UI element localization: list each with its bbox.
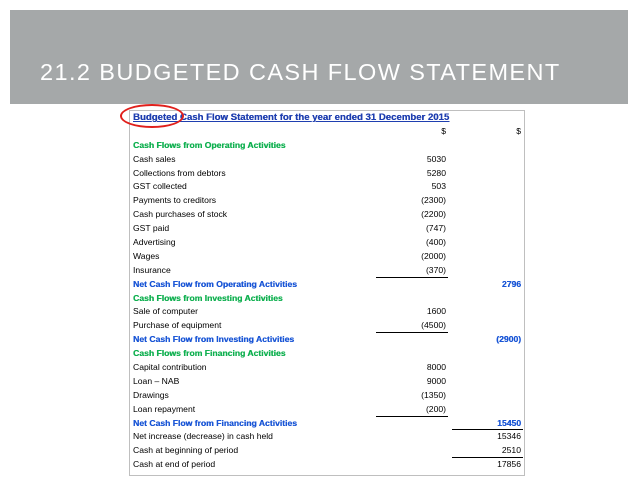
column-header-row [130,125,524,139]
subtotal-row-financing [130,417,524,431]
table-row [130,264,524,278]
row-amount: (2200) [421,209,446,220]
table-row [130,194,524,208]
column-header-2: $ [516,125,521,136]
table-row [130,403,524,417]
subtotal-amount: (2900) [496,334,521,345]
net-increase-row [130,430,524,444]
row-label: Sale of computer [133,306,198,317]
total-amount: 15346 [497,431,521,442]
row-amount: (1350) [421,389,446,400]
row-amount: 1600 [426,306,446,317]
row-amount: (200) [376,403,448,417]
row-label: Capital contribution [133,362,207,373]
statement-title: Budgeted Cash Flow Statement for the year ended 31 December 2015 [133,112,450,123]
cash-flow-statement-table [129,110,525,476]
table-row [130,389,524,403]
row-amount: (4500) [376,319,448,333]
row-amount: (370) [376,264,448,278]
statement-title-row [130,111,524,125]
row-label: Insurance [133,264,171,275]
row-amount: 9000 [426,375,446,386]
table-row [130,236,524,250]
row-label: Collections from debtors [133,167,226,178]
column-header-1: $ [441,125,446,136]
row-label: Cash sales [133,153,176,164]
row-label: Advertising [133,237,176,248]
row-label: Net Cash Flow from Financing Activities [133,417,297,428]
total-amount: 2510 [452,444,523,458]
row-amount: (747) [425,223,446,234]
row-label: Net Cash Flow from Investing Activities [133,334,295,345]
row-label: Cash Flows from Operating Activities [133,139,286,150]
row-label: Wages [133,250,160,261]
section-heading-investing [130,292,524,306]
row-amount: (400) [425,237,446,248]
section-heading-operating [130,139,524,153]
row-label: Cash Flows from Investing Activities [133,292,283,303]
table-row [130,180,524,194]
table-row [130,361,524,375]
row-label: Payments to creditors [133,195,217,206]
table-row [130,319,524,333]
total-amount: 17856 [497,459,521,470]
table-row [130,250,524,264]
row-amount: (2300) [421,195,446,206]
row-amount: 8000 [426,362,446,373]
row-label: Net increase (decrease) in cash held [133,431,273,442]
row-label: Loan – NAB [133,375,180,386]
table-row [130,305,524,319]
row-label: Loan repayment [133,403,196,414]
section-heading-financing [130,347,524,361]
slide-title: 21.2 BUDGETED CASH FLOW STATEMENT [40,59,561,85]
table-row [130,153,524,167]
closing-cash-row [130,458,524,472]
row-label: GST collected [133,181,187,192]
table-row [130,208,524,222]
opening-cash-row [130,444,524,458]
table-row [130,222,524,236]
row-label: Cash Flows from Financing Activities [133,348,286,359]
row-amount: 5280 [426,167,446,178]
subtotal-row-investing [130,333,524,347]
slide-header-bar [10,10,628,104]
row-label: GST paid [133,223,170,234]
row-label: Net Cash Flow from Operating Activities [133,278,297,289]
row-amount: (2000) [421,250,446,261]
row-amount: 5030 [426,153,446,164]
row-label: Cash at beginning of period [133,445,239,456]
row-label: Purchase of equipment [133,320,222,331]
table-row [130,167,524,181]
row-amount: 503 [431,181,446,192]
subtotal-row-operating [130,278,524,292]
table-row [130,375,524,389]
row-label: Cash at end of period [133,459,216,470]
row-label: Drawings [133,389,169,400]
row-label: Cash purchases of stock [133,209,228,220]
subtotal-amount: 15450 [452,417,523,431]
subtotal-amount: 2796 [501,278,521,289]
